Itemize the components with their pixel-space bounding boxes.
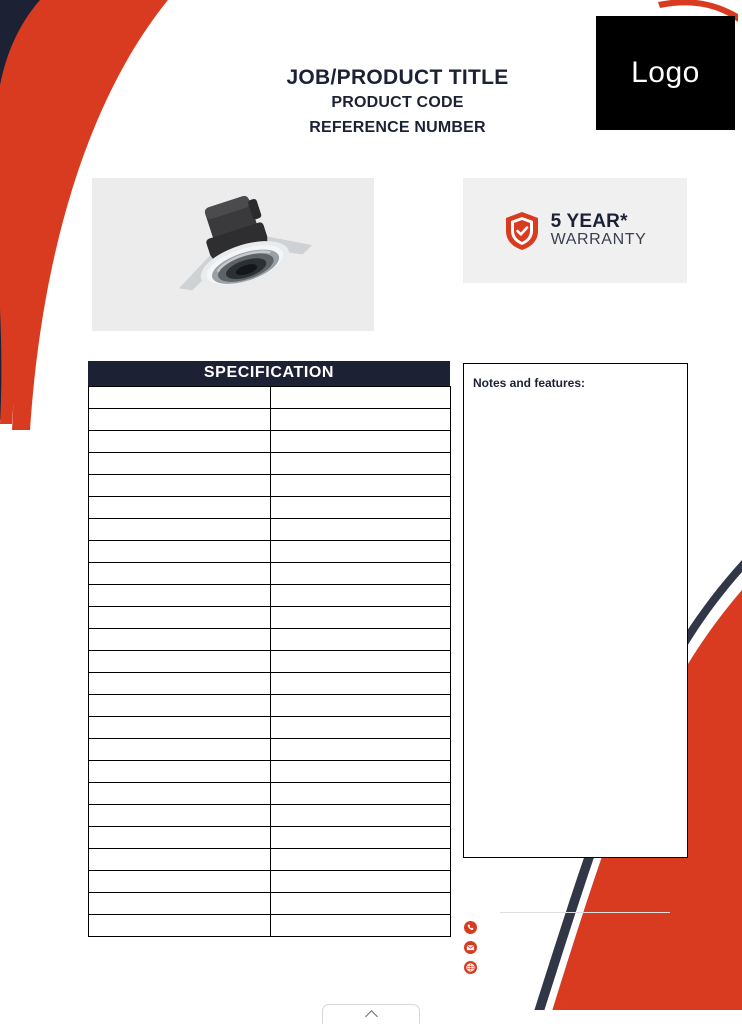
table-row [89,431,451,453]
table-row [89,563,451,585]
spec-cell-value[interactable] [271,563,451,585]
page-title: JOB/PRODUCT TITLE [286,66,509,89]
table-row [89,541,451,563]
spec-cell-label[interactable] [89,893,271,915]
table-row [89,915,451,937]
specification-section [88,361,450,937]
spec-cell-label[interactable] [89,497,271,519]
spec-cell-label[interactable] [89,783,271,805]
spec-cell-label[interactable] [89,761,271,783]
table-row [89,893,451,915]
spec-cell-value[interactable] [271,651,451,673]
table-row [89,585,451,607]
globe-icon [464,961,477,974]
spec-cell-value[interactable] [271,431,451,453]
chevron-up-icon [365,1010,378,1023]
spec-cell-label[interactable] [89,805,271,827]
table-row [89,717,451,739]
spec-cell-label[interactable] [89,475,271,497]
shield-check-icon [504,211,540,251]
product-image-panel [92,178,374,331]
logo-text: Logo [631,56,700,89]
spec-cell-label[interactable] [89,695,271,717]
table-row [89,695,451,717]
contact-row-email[interactable] [464,941,483,954]
spec-cell-label[interactable] [89,915,271,937]
spec-cell-value[interactable] [271,387,451,409]
spec-cell-value[interactable] [271,585,451,607]
spec-cell-value[interactable] [271,717,451,739]
warranty-label: WARRANTY [550,231,647,249]
table-row [89,519,451,541]
contact-details [464,921,483,974]
spec-cell-value[interactable] [271,849,451,871]
spec-cell-label[interactable] [89,431,271,453]
email-icon [464,941,477,954]
viewer-toolbar-toggle[interactable] [322,1004,420,1024]
spec-cell-value[interactable] [271,409,451,431]
table-row [89,497,451,519]
table-row [89,453,451,475]
spec-cell-value[interactable] [271,915,451,937]
table-row [89,475,451,497]
spec-cell-value[interactable] [271,761,451,783]
warranty-badge-panel [463,178,687,283]
notes-panel[interactable] [463,363,688,858]
spec-cell-value[interactable] [271,629,451,651]
spec-cell-label[interactable] [89,541,271,563]
contact-row-website[interactable] [464,961,483,974]
page-title-block [170,66,625,138]
product-code: PRODUCT CODE [331,94,464,112]
table-row [89,805,451,827]
contact-row-phone[interactable] [464,921,483,934]
spec-cell-label[interactable] [89,673,271,695]
spec-cell-value[interactable] [271,497,451,519]
spec-cell-label[interactable] [89,717,271,739]
spec-cell-label[interactable] [89,519,271,541]
spec-cell-value[interactable] [271,871,451,893]
spec-cell-label[interactable] [89,585,271,607]
table-row [89,387,451,409]
table-row [89,651,451,673]
spec-cell-value[interactable] [271,607,451,629]
spec-cell-label[interactable] [89,387,271,409]
spec-cell-value[interactable] [271,475,451,497]
table-row [89,673,451,695]
spec-cell-label[interactable] [89,827,271,849]
spec-cell-label[interactable] [89,739,271,761]
table-row [89,849,451,871]
divider-line [500,912,670,913]
reference-number: REFERENCE NUMBER [309,118,486,136]
table-row [89,783,451,805]
spec-cell-value[interactable] [271,893,451,915]
specification-header: SPECIFICATION [88,361,450,386]
spec-cell-value[interactable] [271,541,451,563]
spec-cell-value[interactable] [271,783,451,805]
spec-cell-label[interactable] [89,651,271,673]
table-row [89,607,451,629]
warranty-years: 5 YEAR* [550,211,628,233]
phone-icon [464,921,477,934]
spec-cell-value[interactable] [271,695,451,717]
table-row [89,739,451,761]
table-row [89,871,451,893]
spec-cell-value[interactable] [271,805,451,827]
table-row [89,827,451,849]
spec-cell-label[interactable] [89,409,271,431]
specification-table [88,386,451,937]
spec-cell-value[interactable] [271,827,451,849]
spec-cell-label[interactable] [89,871,271,893]
spec-cell-label[interactable] [89,563,271,585]
spec-cell-label[interactable] [89,607,271,629]
table-row [89,409,451,431]
spec-cell-value[interactable] [271,453,451,475]
table-row [89,761,451,783]
spec-cell-label[interactable] [89,849,271,871]
product-photo-downlight-icon [92,178,374,331]
spec-cell-value[interactable] [271,519,451,541]
spec-cell-value[interactable] [271,673,451,695]
notes-label: Notes and features: [473,376,586,390]
spec-cell-value[interactable] [271,739,451,761]
spec-cell-label[interactable] [89,453,271,475]
table-row [89,629,451,651]
spec-cell-label[interactable] [89,629,271,651]
